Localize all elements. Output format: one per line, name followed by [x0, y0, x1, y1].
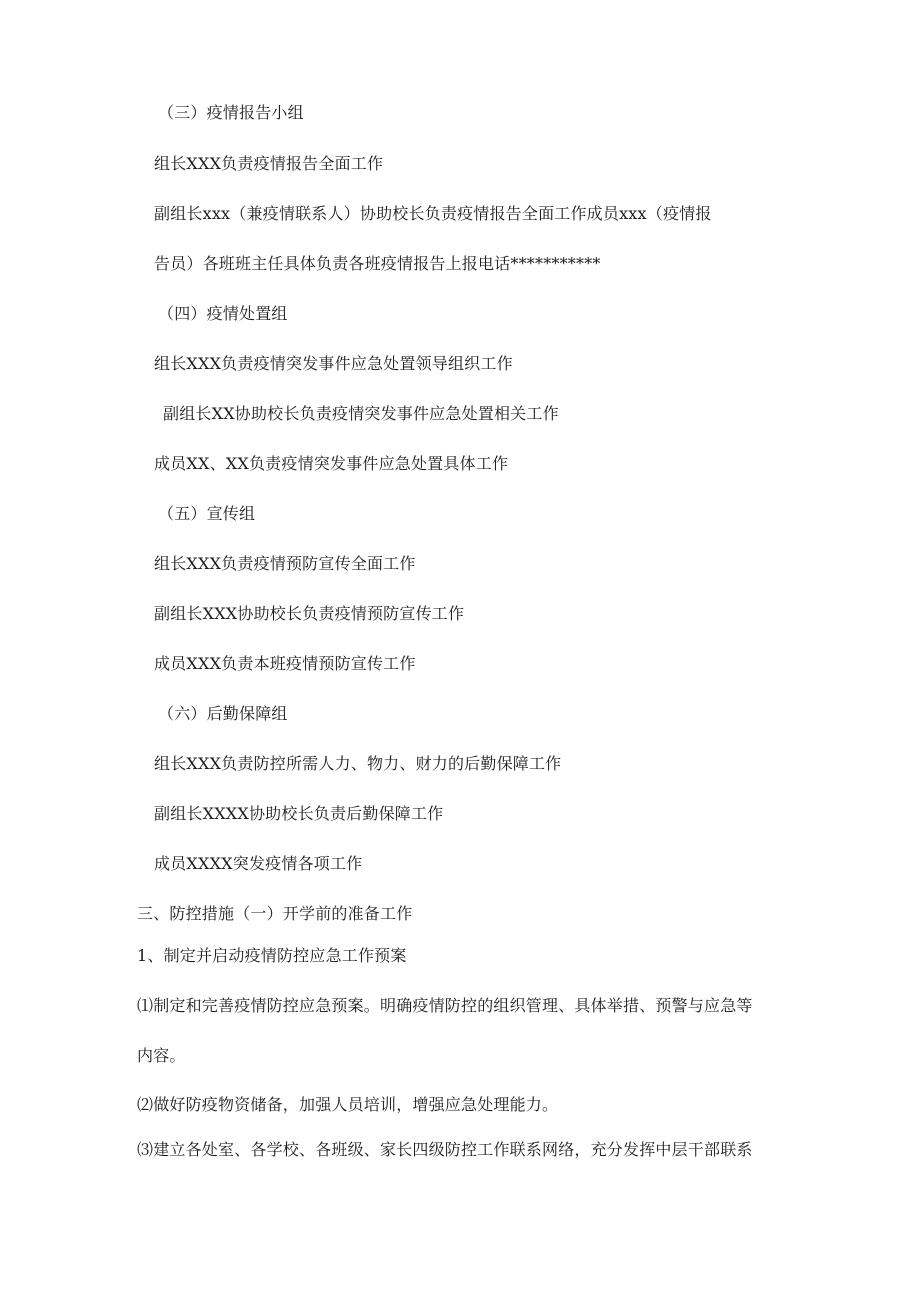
handling-group-deputy: 副组长XX协助校长负责疫情突发事件应急处置相关工作	[163, 404, 559, 423]
paragraph-supplies: ⑵做好防疫物资储备，加强人员培训，增强应急处理能力。	[137, 1095, 559, 1114]
handling-group-leader: 组长XXX负责疫情突发事件应急处置领导组织工作	[154, 354, 513, 373]
report-group-reporter: 告员）各班班主任具体负责各班疫情报告上报电话***********	[154, 254, 601, 273]
paragraph-plan-line-2: 内容。	[137, 1046, 186, 1065]
chapter-heading-prevention-measures: 三、防控措施（一）开学前的准备工作	[137, 904, 413, 923]
publicity-group-leader: 组长XXX负责疫情预防宣传全面工作	[154, 554, 416, 573]
report-group-leader: 组长XXX负责疫情报告全面工作	[154, 154, 384, 173]
paragraph-network: ⑶建立各处室、各学校、各班级、家长四级防控工作联系网络，充分发挥中层干部联系	[137, 1140, 753, 1159]
paragraph-plan-line-1: ⑴制定和完善疫情防控应急预案。明确疫情防控的组织管理、具体举措、预警与应急等	[137, 996, 753, 1015]
section-heading-logistics-group: （六）后勤保障组	[158, 704, 288, 723]
handling-group-members: 成员XX、XX负责疫情突发事件应急处置具体工作	[154, 454, 509, 473]
logistics-group-leader: 组长XXX负责防控所需人力、物力、财力的后勤保障工作	[154, 754, 562, 773]
section-heading-publicity-group: （五）宣传组	[158, 504, 256, 523]
logistics-group-deputy: 副组长XXXX协助校长负责后勤保障工作	[154, 804, 444, 823]
logistics-group-members: 成员XXXX突发疫情各项工作	[154, 854, 363, 873]
publicity-group-members: 成员XXX负责本班疫情预防宣传工作	[154, 654, 416, 673]
section-heading-report-group: （三）疫情报告小组	[158, 103, 304, 122]
publicity-group-deputy: 副组长XXX协助校长负责疫情预防宣传工作	[154, 604, 465, 623]
section-heading-handling-group: （四）疫情处置组	[158, 304, 288, 323]
item-heading-emergency-plan: 1、制定并启动疫情防控应急工作预案	[137, 946, 407, 965]
report-group-deputy: 副组长xxx（兼疫情联系人）协助校长负责疫情报告全面工作成员xxx（疫情报	[154, 204, 712, 223]
